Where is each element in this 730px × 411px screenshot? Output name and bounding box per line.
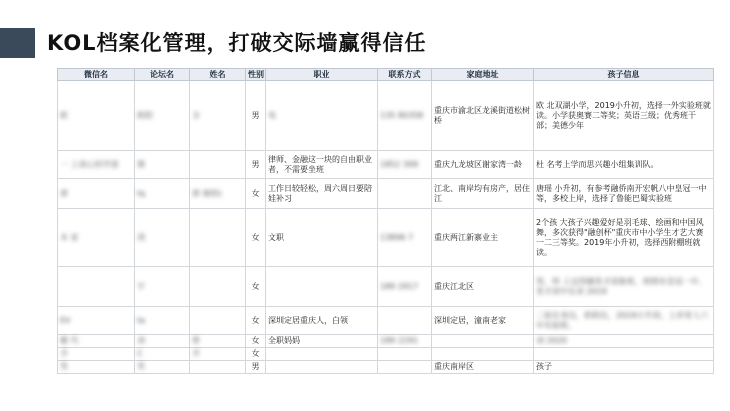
- col-header-address[interactable]: 家庭地址: [432, 69, 534, 81]
- cell-job[interactable]: 律师、金融这一块的自由职业者，不需要坐班: [266, 151, 378, 179]
- cell-phone[interactable]: [378, 348, 432, 361]
- cell-gender[interactable]: 女: [246, 335, 266, 348]
- cell-phone[interactable]: [378, 361, 432, 374]
- cell-job[interactable]: [266, 267, 378, 307]
- cell-job[interactable]: 深圳定居重庆人，白领: [266, 307, 378, 335]
- cell-wechat[interactable]: 一 上进心的学渣: [58, 151, 135, 179]
- cell-gender[interactable]: 女: [246, 179, 266, 209]
- table-row: [58, 307, 714, 335]
- cell-address[interactable]: 重庆九龙坡区谢家湾一龄: [432, 151, 534, 179]
- cell-name[interactable]: 全: [190, 81, 246, 151]
- col-header-job[interactable]: 职业: [266, 69, 378, 81]
- cell-job[interactable]: [266, 361, 378, 374]
- cell-wechat[interactable]: 欧: [58, 81, 135, 151]
- cell-address[interactable]: 重庆南岸区: [432, 361, 534, 374]
- cell-child[interactable]: 男，科 上过西辅育才国象班，周围有皇冠一中、育才初中在读 2019: [534, 267, 714, 307]
- cell-forum[interactable]: 宇: [135, 267, 190, 307]
- cell-child[interactable]: 欧 北双湖小学，2019小升初，选择一外实验班就读。小学获奥赛二等奖；英语三级；优秀班干部；美德少年: [534, 81, 714, 151]
- cell-job[interactable]: 全职妈妈: [266, 335, 378, 348]
- cell-child[interactable]: [534, 348, 714, 361]
- cell-gender[interactable]: 男: [246, 361, 266, 374]
- cell-name[interactable]: [190, 151, 246, 179]
- cell-child[interactable]: 杜 名考上学而思兴趣小组集训队。: [534, 151, 714, 179]
- table-row: [58, 179, 714, 209]
- cell-forum[interactable]: ta: [135, 307, 190, 335]
- cell-address[interactable]: 江北、南岸均有房产，居住江: [432, 179, 534, 209]
- cell-name[interactable]: [190, 209, 246, 267]
- table-row: [58, 348, 714, 361]
- cell-child[interactable]: 二娃在身边，奶奶住，2019小升初，上岸育人六中实验班。: [534, 307, 714, 335]
- cell-child[interactable]: 孩子: [534, 361, 714, 374]
- cell-address[interactable]: 重庆江北区: [432, 267, 534, 307]
- cell-name[interactable]: 曾: [190, 335, 246, 348]
- cell-gender[interactable]: 男: [246, 81, 266, 151]
- table-row: [58, 209, 714, 267]
- cell-phone[interactable]: [378, 179, 432, 209]
- table-row: [58, 335, 714, 348]
- table-header-row: [58, 69, 714, 81]
- col-header-name[interactable]: 姓名: [190, 69, 246, 81]
- cell-name[interactable]: [190, 361, 246, 374]
- cell-name[interactable]: 唐 骑妈): [190, 179, 246, 209]
- table-row: [58, 267, 714, 307]
- table-row: [58, 81, 714, 151]
- cell-phone[interactable]: 189 2291: [378, 335, 432, 348]
- cell-wechat[interactable]: 唐: [58, 179, 135, 209]
- cell-name[interactable]: [190, 307, 246, 335]
- cell-job[interactable]: [266, 348, 378, 361]
- cell-name[interactable]: [190, 267, 246, 307]
- title-accent-bar: [0, 28, 35, 58]
- cell-wechat[interactable]: 笑: [58, 361, 135, 374]
- kol-profile-table: [57, 68, 714, 374]
- table-row: [58, 361, 714, 374]
- col-header-child[interactable]: 孩子信息: [534, 69, 714, 81]
- cell-phone[interactable]: 189 2917: [378, 267, 432, 307]
- cell-job[interactable]: 电: [266, 81, 378, 151]
- col-header-forum[interactable]: 论坛名: [135, 69, 190, 81]
- cell-job[interactable]: 文职: [266, 209, 378, 267]
- cell-gender[interactable]: 女: [246, 348, 266, 361]
- cell-address[interactable]: 重庆市渝北区龙溪街道松树桥: [432, 81, 534, 151]
- cell-address[interactable]: 重庆两江新寨业主: [432, 209, 534, 267]
- cell-forum[interactable]: 剑: [135, 209, 190, 267]
- table-row: [58, 151, 714, 179]
- cell-phone[interactable]: 13896 7: [378, 209, 432, 267]
- cell-wechat[interactable]: 未 家: [58, 209, 135, 267]
- col-header-wechat[interactable]: 微信名: [58, 69, 135, 81]
- cell-job[interactable]: 工作日较轻松，周六周日要陪娃补习: [266, 179, 378, 209]
- col-header-phone[interactable]: 联系方式: [378, 69, 432, 81]
- cell-forum[interactable]: 慎: [135, 151, 190, 179]
- cell-gender[interactable]: 女: [246, 307, 266, 335]
- cell-name[interactable]: 齐: [190, 348, 246, 361]
- cell-phone[interactable]: [378, 307, 432, 335]
- slide-title: KOL档案化管理，打破交际墙赢得信任: [47, 31, 427, 55]
- cell-gender[interactable]: 女: [246, 267, 266, 307]
- cell-child[interactable]: 唐瑶 小升初，有参考融侨南开宏帆八中皇冠一中等，多校上岸，选择了鲁能巴蜀实验班: [534, 179, 714, 209]
- cell-forum[interactable]: 刘: [135, 335, 190, 348]
- cell-forum[interactable]: C: [135, 348, 190, 361]
- col-header-gender[interactable]: 性别: [246, 69, 266, 81]
- cell-child[interactable]: 2个孩 大孩子兴趣爱好是羽毛球、绘画和中国风舞，多次获得"融创杯"重庆市中小学生才艺大赛一二三等奖。2019年小升初，选择西附棚班就读。: [534, 209, 714, 267]
- cell-address[interactable]: [432, 335, 534, 348]
- cell-phone[interactable]: 1852 399: [378, 151, 432, 179]
- cell-phone[interactable]: 135 80358: [378, 81, 432, 151]
- cell-child[interactable]: 刘 2020: [534, 335, 714, 348]
- cell-wechat[interactable]: EV: [58, 307, 135, 335]
- cell-forum[interactable]: 欧阳: [135, 81, 190, 151]
- cell-gender[interactable]: 女: [246, 209, 266, 267]
- cell-forum[interactable]: 笑: [135, 361, 190, 374]
- cell-gender[interactable]: 男: [246, 151, 266, 179]
- cell-wechat[interactable]: [58, 267, 135, 307]
- cell-address[interactable]: 深圳定居，潼南老家: [432, 307, 534, 335]
- cell-wechat[interactable]: 齐: [58, 348, 135, 361]
- cell-address[interactable]: [432, 348, 534, 361]
- cell-forum[interactable]: tq: [135, 179, 190, 209]
- cell-wechat[interactable]: 健 代: [58, 335, 135, 348]
